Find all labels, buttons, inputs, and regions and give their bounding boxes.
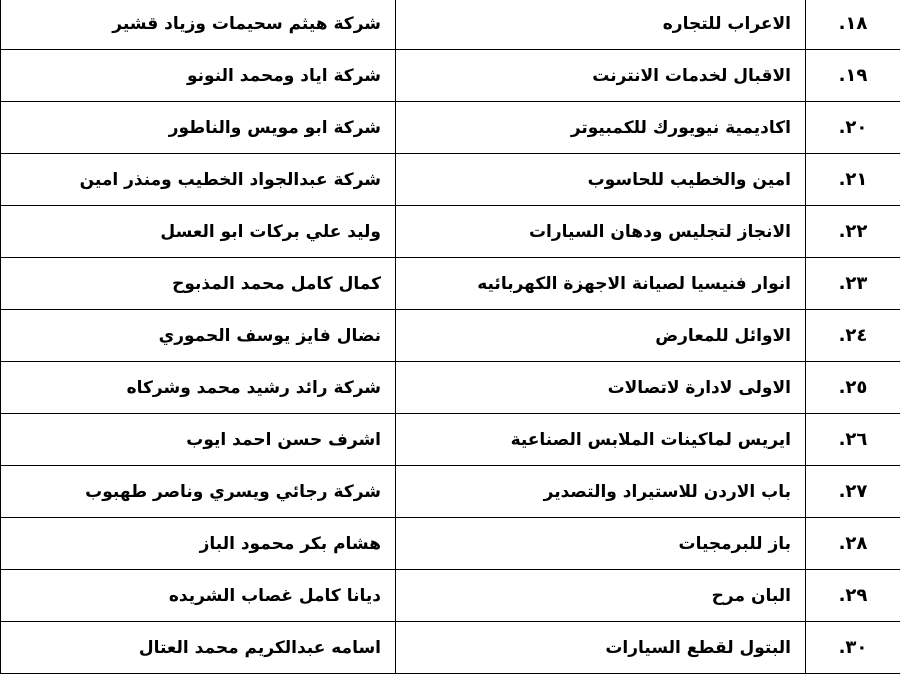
row-number: ٢٦.	[806, 414, 900, 466]
company-name: الاوائل للمعارض	[396, 310, 806, 362]
table-row	[1, 0, 900, 50]
row-number: ٢٨.	[806, 518, 900, 570]
table-row	[1, 518, 900, 570]
company-name: الاولى لادارة لاتصالات	[396, 362, 806, 414]
table-row	[1, 310, 900, 362]
company-name: البتول لقطع السيارات	[396, 622, 806, 674]
owner-name: وليد علي بركات ابو العسل	[1, 206, 396, 258]
row-number: ٢٧.	[806, 466, 900, 518]
row-number: ٢٤.	[806, 310, 900, 362]
table-row	[1, 50, 900, 102]
row-number: ٢٠.	[806, 102, 900, 154]
owner-name: اسامه عبدالكريم محمد العتال	[1, 622, 396, 674]
row-number: ٢١.	[806, 154, 900, 206]
table-row	[1, 206, 900, 258]
owner-name: شركة اياد ومحمد النونو	[1, 50, 396, 102]
row-number: ٣٠.	[806, 622, 900, 674]
company-name: البان مرح	[396, 570, 806, 622]
row-number: ١٩.	[806, 50, 900, 102]
owner-name: ديانا كامل غصاب الشريده	[1, 570, 396, 622]
owner-name: شركة عبدالجواد الخطيب ومنذر امين	[1, 154, 396, 206]
owner-name: كمال كامل محمد المذبوح	[1, 258, 396, 310]
owner-name: شركة رائد رشيد محمد وشركاه	[1, 362, 396, 414]
owner-name: نضال فايز يوسف الحموري	[1, 310, 396, 362]
company-name: امين والخطيب للحاسوب	[396, 154, 806, 206]
table-row	[1, 362, 900, 414]
row-number: ٢٩.	[806, 570, 900, 622]
table-row	[1, 414, 900, 466]
row-number: ٢٥.	[806, 362, 900, 414]
table-row	[1, 258, 900, 310]
company-name: باز للبرمجيات	[396, 518, 806, 570]
table-row	[1, 570, 900, 622]
company-name: ايريس لماكينات الملابس الصناعية	[396, 414, 806, 466]
company-name: انوار فنيسيا لصيانة الاجهزة الكهربائيه	[396, 258, 806, 310]
owner-name: شركة هيثم سحيمات وزياد قشير	[1, 0, 396, 50]
row-number: ١٨.	[806, 0, 900, 50]
company-name: الاعراب للتجاره	[396, 0, 806, 50]
owner-name: شركة رجائي ويسري وناصر طهبوب	[1, 466, 396, 518]
company-name: اكاديمية نيويورك للكمبيوتر	[396, 102, 806, 154]
table-row	[1, 154, 900, 206]
table-row	[1, 622, 900, 674]
company-name: باب الاردن للاستيراد والتصدير	[396, 466, 806, 518]
owner-name: اشرف حسن احمد ايوب	[1, 414, 396, 466]
owner-name: هشام بكر محمود الباز	[1, 518, 396, 570]
owner-name: شركة ابو مويس والناطور	[1, 102, 396, 154]
row-number: ٢٣.	[806, 258, 900, 310]
table-row	[1, 466, 900, 518]
company-name: الانجاز لتجليس ودهان السيارات	[396, 206, 806, 258]
row-number: ٢٢.	[806, 206, 900, 258]
company-name: الاقبال لخدمات الانترنت	[396, 50, 806, 102]
table-row	[1, 102, 900, 154]
